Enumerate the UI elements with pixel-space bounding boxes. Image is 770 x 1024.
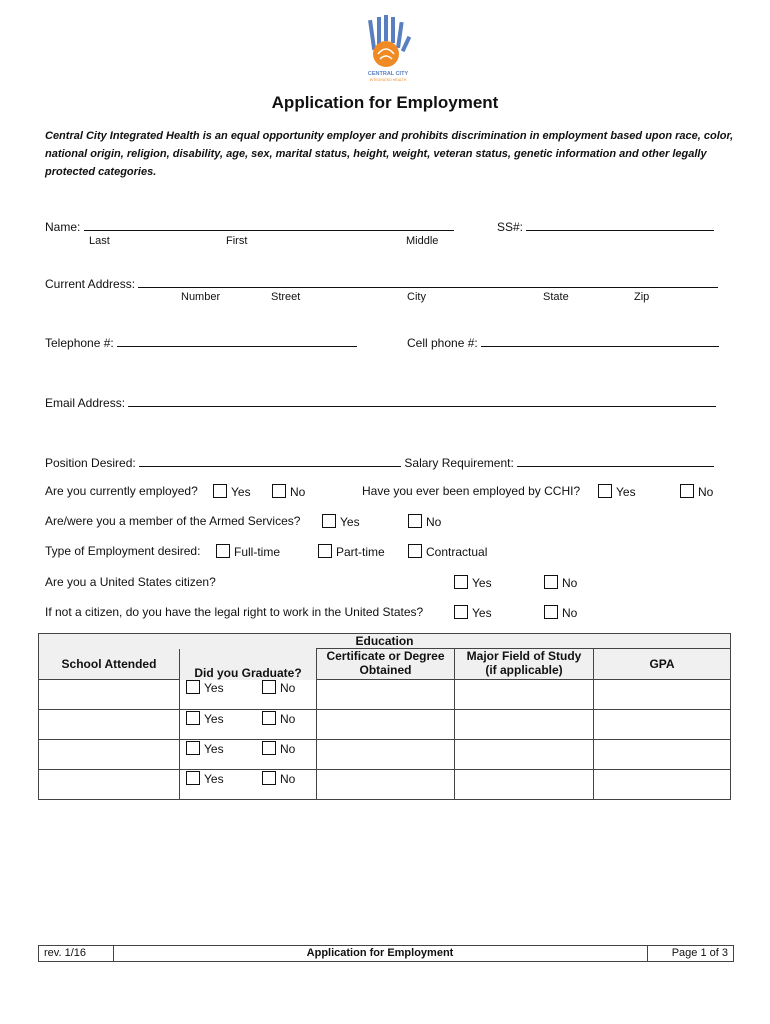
armed-yes-label: Yes	[340, 515, 360, 529]
ss-row	[497, 219, 714, 234]
grad-no-option[interactable]	[262, 741, 295, 756]
grad-yes-option[interactable]	[186, 741, 224, 756]
email-field[interactable]	[128, 395, 716, 407]
emp-fulltime-checkbox[interactable]	[216, 544, 230, 558]
address-street-caption: Street	[271, 291, 301, 303]
col-major-line2: (if applicable)	[485, 663, 563, 677]
grad-yes-label: Yes	[204, 680, 224, 695]
col-gpa-header: GPA	[594, 649, 731, 680]
rtw-yes-option[interactable]	[454, 605, 492, 620]
cchi-yes-option[interactable]	[598, 484, 636, 499]
education-table	[38, 633, 731, 800]
school-cell[interactable]	[39, 740, 180, 770]
name-first-caption: First	[226, 235, 248, 247]
cchi-yes-checkbox[interactable]	[598, 484, 612, 498]
armed-no-checkbox[interactable]	[408, 514, 422, 528]
grad-yes-checkbox[interactable]	[186, 771, 200, 785]
degree-cell[interactable]	[317, 740, 455, 770]
employed-yes-checkbox[interactable]	[213, 484, 227, 498]
emp-contract-checkbox[interactable]	[408, 544, 422, 558]
position-row	[45, 455, 714, 470]
rtw-no-label: No	[562, 606, 578, 620]
employed-no-label: No	[290, 485, 306, 499]
rtw-yes-label: Yes	[472, 606, 492, 620]
gpa-cell[interactable]	[594, 680, 731, 710]
telephone-label: Telephone #:	[45, 336, 114, 350]
cchi-question: Have you ever been employed by CCHI?	[362, 484, 581, 498]
education-heading: Education	[39, 634, 731, 649]
footer-rev: rev. 1/16	[44, 947, 86, 959]
grad-yes-option[interactable]	[186, 711, 224, 726]
telephone-field[interactable]	[117, 335, 357, 347]
employed-no-checkbox[interactable]	[272, 484, 286, 498]
major-cell[interactable]	[455, 770, 594, 800]
col-degree-header	[317, 649, 455, 680]
table-row	[39, 710, 731, 740]
footer-page: Page 1 of 3	[671, 947, 728, 959]
emp-type-label: Type of Employment desired:	[45, 544, 201, 558]
central-city-logo	[360, 14, 416, 84]
citizen-yes-option[interactable]	[454, 575, 492, 590]
graduate-cell	[180, 710, 317, 740]
degree-cell[interactable]	[317, 710, 455, 740]
employed-no-option[interactable]	[272, 484, 305, 499]
school-cell[interactable]	[39, 680, 180, 710]
name-middle-caption: Middle	[406, 235, 439, 247]
address-label: Current Address:	[45, 277, 136, 291]
rtw-yes-checkbox[interactable]	[454, 605, 468, 619]
citizen-question: Are you a United States citizen?	[45, 575, 216, 589]
armed-no-option[interactable]	[408, 514, 441, 529]
salary-field[interactable]	[517, 455, 714, 467]
name-last-caption: Last	[89, 235, 110, 247]
gpa-cell[interactable]	[594, 770, 731, 800]
gpa-cell[interactable]	[594, 710, 731, 740]
grad-yes-checkbox[interactable]	[186, 680, 200, 694]
cell-field[interactable]	[481, 335, 719, 347]
position-field[interactable]	[139, 455, 401, 467]
major-cell[interactable]	[455, 740, 594, 770]
grad-no-option[interactable]	[262, 771, 295, 786]
grad-yes-label: Yes	[204, 742, 224, 756]
address-city-caption: City	[407, 291, 426, 303]
employed-yes-option[interactable]	[213, 484, 251, 499]
cchi-no-option[interactable]	[680, 484, 713, 499]
grad-no-checkbox[interactable]	[262, 711, 276, 725]
cchi-yes-label: Yes	[616, 485, 636, 499]
emp-contract-label: Contractual	[426, 545, 488, 559]
grad-no-label: No	[280, 742, 296, 756]
col-degree-line1: Certificate or Degree	[326, 649, 445, 663]
cell-label: Cell phone #:	[407, 336, 478, 350]
table-row	[39, 770, 731, 800]
telephone-row	[45, 335, 357, 350]
table-row	[39, 740, 731, 770]
grad-no-label: No	[280, 712, 296, 726]
citizen-yes-checkbox[interactable]	[454, 575, 468, 589]
grad-yes-label: Yes	[204, 772, 224, 786]
eeo-statement: Central City Integrated Health is an equal opportunity employer and prohibits discrimination in employment based upon race, color, national origin, religion, disability, age, sex, marital status, height, weight, veteran status, genetic information and other legally protected categories.	[45, 130, 734, 178]
grad-yes-checkbox[interactable]	[186, 741, 200, 755]
armed-question: Are/were you a member of the Armed Services?	[45, 514, 301, 528]
grad-no-option[interactable]	[262, 711, 295, 726]
name-row	[45, 219, 454, 234]
armed-yes-option[interactable]	[322, 514, 360, 529]
svg-text:INTEGRATED HEALTH: INTEGRATED HEALTH	[369, 78, 407, 82]
page-footer	[38, 945, 734, 962]
name-field[interactable]	[84, 219, 454, 231]
col-major-line1: Major Field of Study	[466, 649, 582, 663]
major-cell[interactable]	[455, 680, 594, 710]
col-degree-line2: Obtained	[359, 663, 412, 677]
grad-no-checkbox[interactable]	[262, 680, 276, 694]
ss-label: SS#:	[497, 220, 524, 234]
name-label: Name:	[45, 220, 81, 234]
col-school-header: School Attended	[39, 649, 180, 680]
grad-yes-option[interactable]	[186, 771, 224, 786]
degree-cell[interactable]	[317, 680, 455, 710]
emp-parttime-label: Part-time	[336, 545, 385, 559]
grad-no-option[interactable]	[262, 680, 295, 695]
emp-contract-option[interactable]	[408, 544, 487, 559]
graduate-cell	[180, 770, 317, 800]
gpa-cell[interactable]	[594, 740, 731, 770]
emp-fulltime-label: Full-time	[234, 545, 281, 559]
emp-fulltime-option[interactable]	[216, 544, 280, 559]
grad-yes-option[interactable]	[186, 680, 224, 695]
cchi-no-label: No	[698, 485, 714, 499]
armed-no-label: No	[426, 515, 442, 529]
major-cell[interactable]	[455, 710, 594, 740]
emp-parttime-checkbox[interactable]	[318, 544, 332, 558]
svg-text:CENTRAL CITY: CENTRAL CITY	[367, 71, 409, 77]
cchi-no-checkbox[interactable]	[680, 484, 694, 498]
rtw-no-option[interactable]	[544, 605, 577, 620]
grad-no-label: No	[280, 680, 296, 695]
armed-yes-checkbox[interactable]	[322, 514, 336, 528]
footer-title: Application for Employment	[306, 947, 454, 959]
cell-row	[407, 335, 719, 350]
email-label: Email Address:	[45, 396, 126, 410]
email-row	[45, 395, 716, 410]
employed-question: Are you currently employed?	[45, 484, 198, 498]
citizen-yes-label: Yes	[472, 576, 492, 590]
grad-no-checkbox[interactable]	[262, 741, 276, 755]
grad-no-checkbox[interactable]	[262, 771, 276, 785]
graduate-cell	[180, 740, 317, 770]
address-zip-caption: Zip	[634, 291, 650, 303]
right-to-work-question: If not a citizen, do you have the legal right to work in the United States?	[45, 605, 424, 619]
citizen-no-option[interactable]	[544, 575, 577, 590]
employed-yes-label: Yes	[231, 485, 251, 499]
position-label: Position Desired:	[45, 456, 136, 470]
col-major-header	[455, 649, 594, 680]
footer-divider-right	[647, 946, 648, 961]
ss-field[interactable]	[526, 219, 714, 231]
school-cell[interactable]	[39, 770, 180, 800]
address-number-caption: Number	[181, 291, 221, 303]
table-row	[39, 680, 731, 710]
address-field[interactable]	[138, 276, 718, 288]
grad-yes-checkbox[interactable]	[186, 711, 200, 725]
address-row	[45, 276, 718, 291]
emp-parttime-option[interactable]	[318, 544, 385, 559]
graduate-cell	[180, 680, 317, 710]
salary-label: Salary Requirement:	[404, 456, 514, 470]
rtw-no-checkbox[interactable]	[544, 605, 558, 619]
degree-cell[interactable]	[317, 770, 455, 800]
grad-no-label: No	[280, 772, 296, 786]
citizen-no-checkbox[interactable]	[544, 575, 558, 589]
address-state-caption: State	[543, 291, 569, 303]
citizen-no-label: No	[562, 576, 578, 590]
school-cell[interactable]	[39, 710, 180, 740]
page-title: Application for Employment	[271, 93, 499, 112]
col-graduate-header: Did you Graduate?	[180, 649, 317, 680]
grad-yes-label: Yes	[204, 712, 224, 726]
